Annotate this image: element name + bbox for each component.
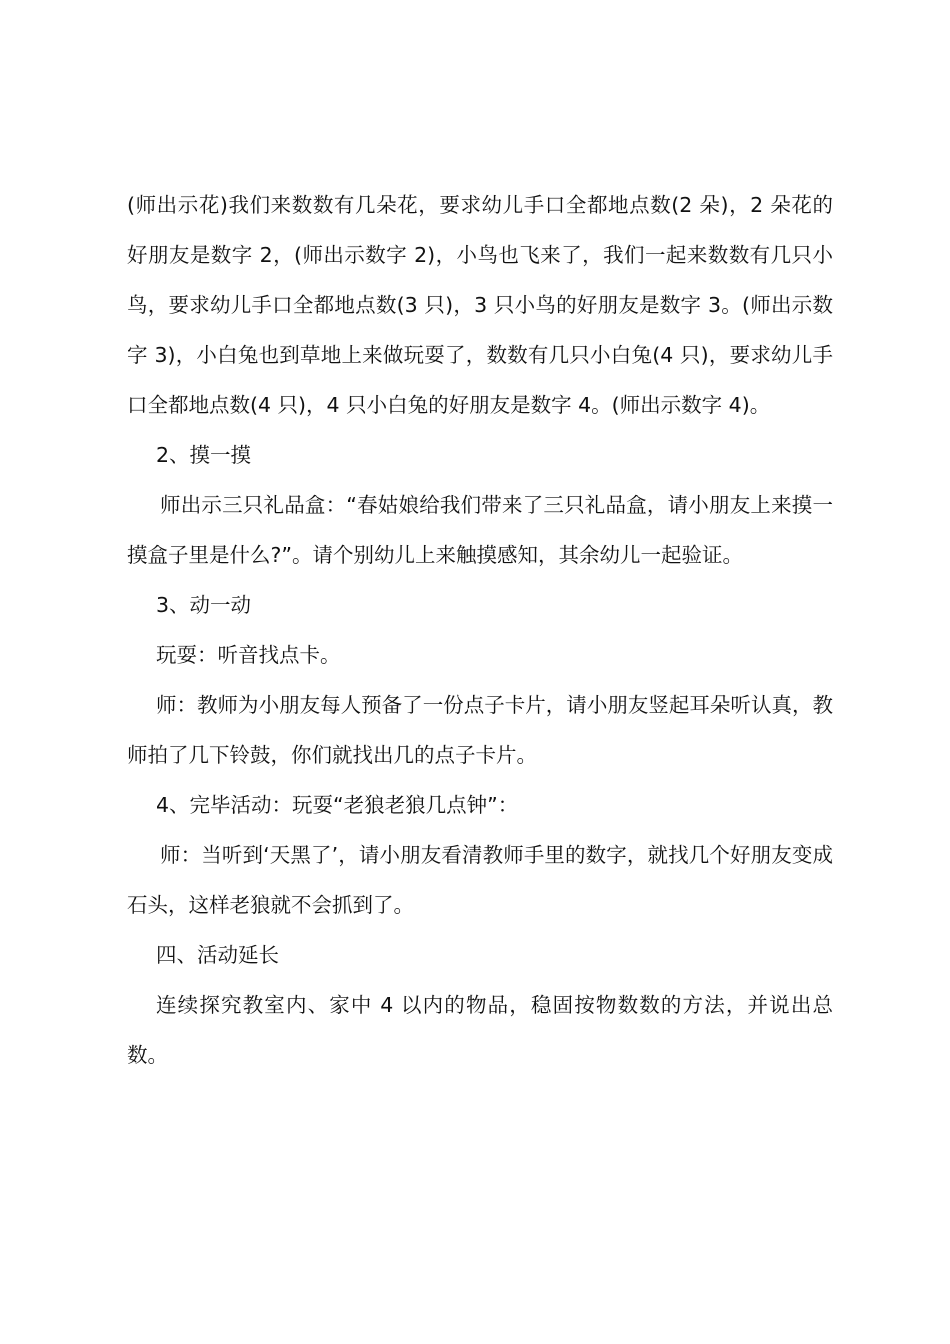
- heading-touch: 2、摸一摸: [156, 443, 252, 467]
- paragraph-gift-boxes: 师出示三只礼品盒：“春姑娘给我们带来了三只礼品盒，请小朋友上来摸一摸盒子里是什么?”。请个别幼儿上来触摸感知，其余幼儿一起验证。: [127, 493, 833, 567]
- heading-activity-extension: 四、活动延长: [156, 943, 279, 967]
- document-body: [127, 180, 833, 1080]
- paragraph-dot-cards: 师：教师为小朋友每人预备了一份点子卡片，请小朋友竖起耳朵听认真，教师拍了几下铃鼓，你们就找出几的点子卡片。: [127, 693, 833, 767]
- paragraph-game-intro: 玩耍：听音找点卡。: [156, 643, 341, 667]
- paragraph-extension: 连续探究教室内、家中 4 以内的物品，稳固按物数数的方法，并说出总数。: [127, 993, 833, 1067]
- heading-move: 3、动一动: [156, 593, 252, 617]
- heading-ending-activity: 4、完毕活动：玩耍“老狼老狼几点钟”：: [156, 793, 519, 817]
- paragraph-wolf-game: 师：当听到‘天黑了’，请小朋友看清教师手里的数字，就找几个好朋友变成石头，这样老狼就不会抓到了。: [127, 843, 833, 917]
- paragraph-counting-activity: (师出示花)我们来数数有几朵花，要求幼儿手口全都地点数(2 朵)，2 朵花的好朋友是数字 2，(师出示数字 2)，小鸟也飞来了，我们一起来数数有几只小鸟，要求幼儿手口全都地点数(3 只)，3 只小鸟的好朋友是数字 3。(师出示数字 3)，小白兔也到草地上来做玩耍了，数数有几只小白兔(4 只)，要求幼儿手口全都地点数(4 只)，4 只小白兔的好朋友是数字 4。(师出示数字 4)。: [127, 193, 833, 417]
